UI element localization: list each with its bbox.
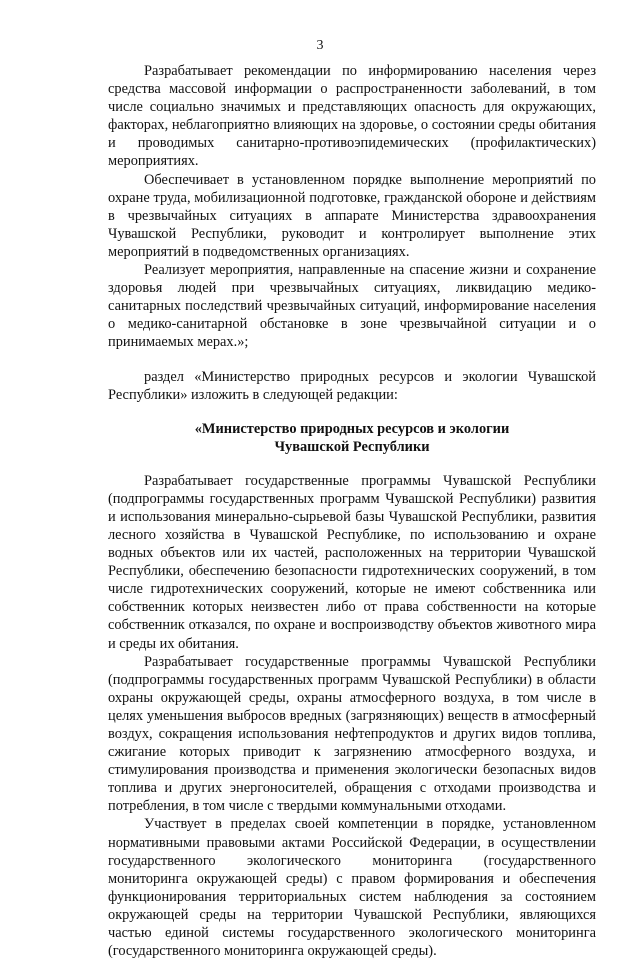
paragraph-health-info: Разрабатывает рекомендации по информированию населения через средства массовой информации о распространенности заболеваний, в том числе социально значимых и представляющих опасность для окружающих, факторах, неблагоприятно влияющих на здоровье, о состоянии среды обитания и проводимых санитарно-противоэпидемических (профилактических) мероприятиях.	[108, 63, 596, 170]
document-body	[108, 62, 596, 960]
paragraph-ecology-monitoring: Участвует в пределах своей компетенции в порядке, установленном нормативными правовыми актами Российской Федерации, в осуществлении государственного экологического мониторинга (государственного мониторинга окружающей среды) с правом формирования и обеспечения функционирования территориальных систем наблюдения за состоянием окружающей среды на территории Чувашской Республики, являющихся частью единой системы государственного экологического мониторинга (государственного мониторинга окружающей среды).	[108, 816, 596, 960]
section-instruction: раздел «Министерство природных ресурсов и экологии Чувашской Республики» изложить в следующей редакции:	[108, 368, 596, 403]
spacer	[108, 456, 596, 472]
section-heading-line-2: Чувашской Республики	[274, 438, 430, 455]
section-heading	[108, 420, 596, 456]
spacer	[108, 404, 596, 420]
page-number: 3	[316, 38, 324, 53]
section-heading-line-1: «Министерство природных ресурсов и экологии	[194, 420, 510, 437]
paragraph-health-labor-safety: Обеспечивает в установленном порядке выполнение мероприятий по охране труда, мобилизационной подготовке, гражданской обороне и действиям в чрезвычайных ситуациях в аппарате Министерства здравоохранения Чувашской Республики, руководит и контролирует выполнение этих мероприятий в подведомственных организациях.	[108, 171, 596, 260]
paragraph-health-emergency: Реализует мероприятия, направленные на спасение жизни и сохранение здоровья людей при чрезвычайных ситуациях, ликвидацию медико-санитарных последствий чрезвычайных ситуаций, информирование населения о медико-санитарной обстановке в зоне чрезвычайной ситуации и о принимаемых мерах.»;	[108, 262, 596, 351]
spacer	[108, 352, 596, 368]
paragraph-ecology-programs: Разрабатывает государственные программы Чувашской Республики (подпрограммы государственных программ Чувашской Республики) развития и использования минерально-сырьевой базы Чувашской Республики, развития лесного хозяйства в Чувашской Республике, по использованию и охране водных объектов или их частей, расположенных на территории Чувашской Республики, обеспечению безопасности гидротехнических сооружений, в том числе гидротехнических сооружений, которые не имеют собственника или собственник которых неизвестен либо от права собственности на которые собственник отказался, по охране и воспроизводству объектов животного мира и среды их обитания.	[108, 472, 596, 652]
paragraph-ecology-environment: Разрабатывает государственные программы Чувашской Республики (подпрограммы государственных программ Чувашской Республики) в области охраны окружающей среды, охраны атмосферного воздуха, в том числе в целях уменьшения выбросов вредных (загрязняющих) веществ в атмосферный воздух, сокращения использования нефтепродуктов и других видов топлива, сжигание которых приводит к загрязнению атмосферного воздуха, и стимулирования производства и применения экологически безопасных видов топлива и других энергоносителей, обращения с отходами производства и потребления, в том числе с твердыми коммунальными отходами.	[108, 653, 596, 815]
